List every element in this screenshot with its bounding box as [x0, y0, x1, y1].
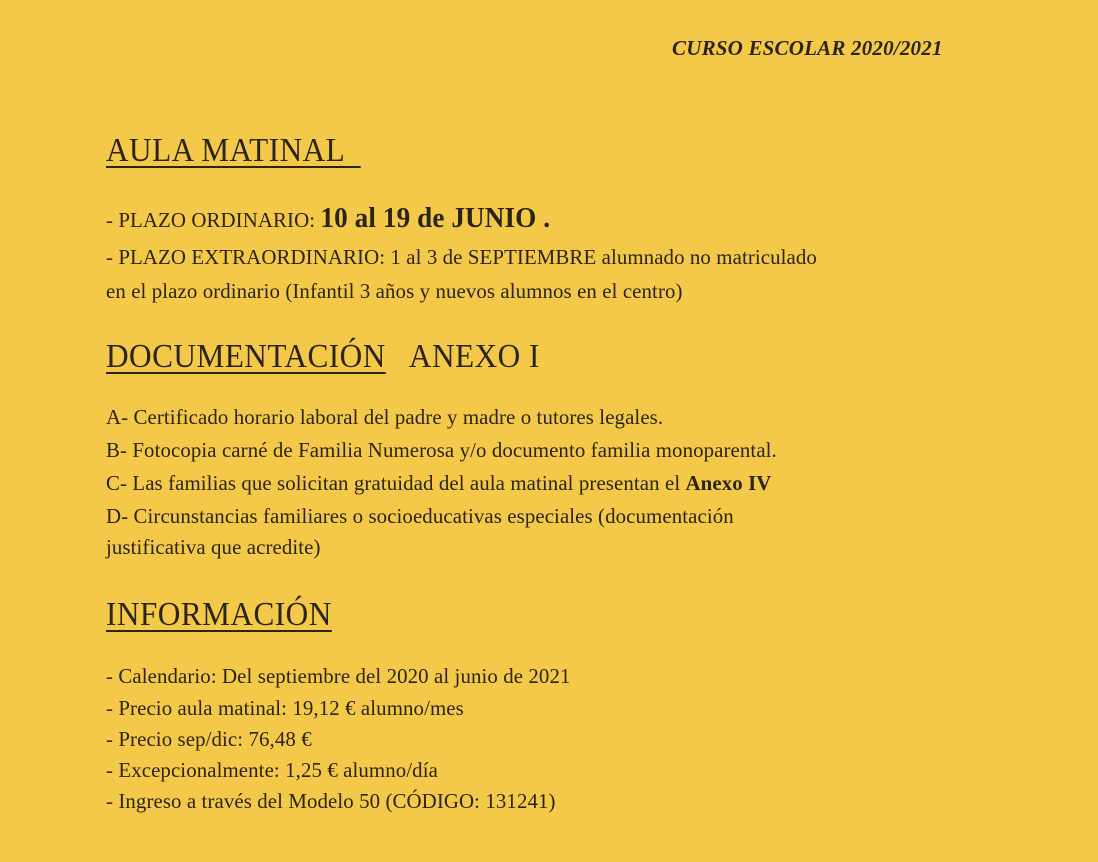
aula-matinal-heading [106, 132, 361, 170]
info-item-precio-mes: - Precio aula matinal: 19,12 € alumno/mes [106, 696, 464, 720]
info-item-precio-sep-dic: - Precio sep/dic: 76,48 € [106, 727, 312, 751]
aula-matinal-title-trail [344, 132, 361, 169]
informacion-title: INFORMACIÓN [106, 596, 332, 633]
doc-item-c-annex: Anexo IV [685, 471, 772, 495]
documentacion-annex: ANEXO I [408, 338, 540, 375]
plazo-ordinario-label: - PLAZO ORDINARIO: [106, 208, 321, 232]
aula-matinal-title: AULA MATINAL [106, 132, 345, 169]
info-item-ingreso: - Ingreso a través del Modelo 50 (CÓDIGO: 131241) [106, 789, 556, 813]
doc-item-c-text: C- Las familias que solicitan gratuidad del aula matinal presentan el [106, 471, 686, 495]
info-item-calendario: - Calendario: Del septiembre del 2020 al junio de 2021 [106, 664, 571, 688]
doc-item-c [106, 471, 771, 496]
doc-item-d-line-2: justificativa que acredite) [106, 535, 321, 559]
documentacion-title: DOCUMENTACIÓN [106, 338, 386, 375]
plazo-ordinario-line [106, 203, 550, 235]
informacion-heading [106, 596, 332, 634]
info-item-excepcional: - Excepcionalmente: 1,25 € alumno/día [106, 758, 438, 782]
plazo-extraordinario-line-1: - PLAZO EXTRAORDINARIO: 1 al 3 de SEPTIEMBRE alumnado no matriculado [106, 245, 817, 269]
plazo-ordinario-dates: 10 al 19 de JUNIO . [320, 203, 551, 234]
doc-item-d-line-1: D- Circunstancias familiares o socioeducativas especiales (documentación [106, 504, 734, 528]
school-year-label: CURSO ESCOLAR 2020/2021 [672, 36, 943, 60]
plazo-extraordinario-line-2: en el plazo ordinario (Infantil 3 años y nuevos alumnos en el centro) [106, 279, 683, 303]
doc-item-a: A- Certificado horario laboral del padre y madre o tutores legales. [106, 405, 664, 429]
doc-item-b: B- Fotocopia carné de Familia Numerosa y/o documento familia monoparental. [106, 438, 777, 462]
documentacion-heading [106, 338, 540, 376]
